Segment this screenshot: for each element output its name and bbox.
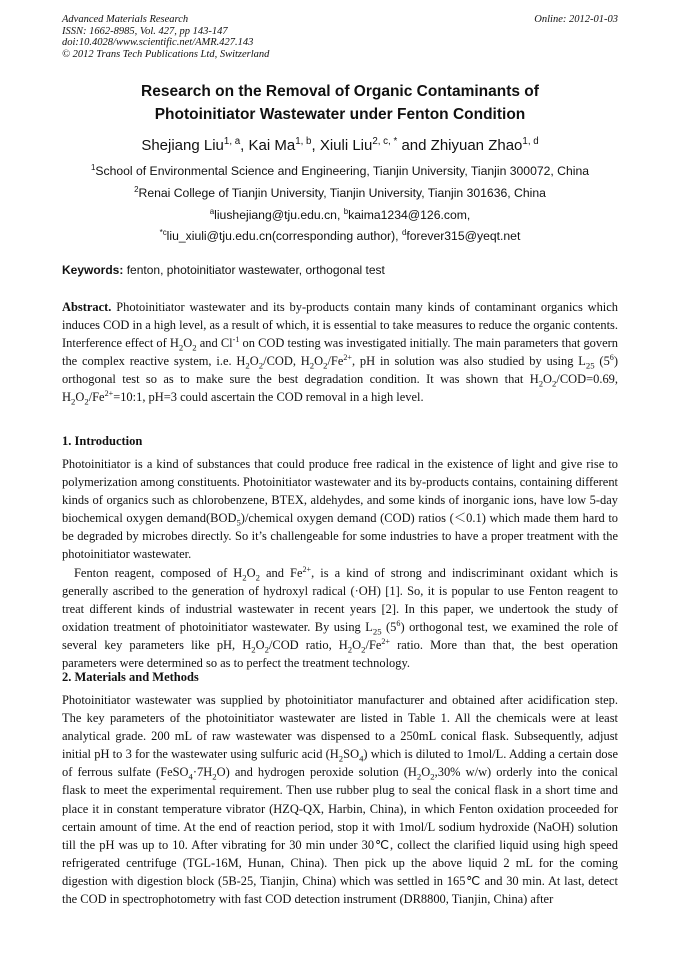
sup: 2+	[302, 564, 312, 574]
keywords-text: fenton, photoinitiator wastewater, orthogonal test	[126, 263, 385, 277]
email-line-2	[62, 229, 618, 243]
sup: 6	[396, 618, 401, 628]
sub: 2	[212, 771, 217, 782]
sub: 2	[192, 342, 197, 353]
sub: 25	[372, 626, 382, 637]
email-sup: b	[343, 206, 349, 216]
abstract-label: Abstract.	[62, 300, 112, 314]
text: Fenton reagent, composed of H	[74, 565, 243, 580]
affiliation-1	[62, 164, 618, 178]
email-link[interactable]: kaima1234@126.com,	[348, 208, 471, 222]
sub: 4	[359, 753, 364, 764]
author-sup: 1, a	[223, 136, 241, 147]
section-heading-introduction: 1. Introduction	[62, 434, 143, 448]
sub: 2	[70, 396, 76, 407]
text: ratio. More than that, the best operation parameters were determined so as to perfect the treatment technology.	[62, 637, 619, 671]
sub: 2	[264, 644, 269, 655]
text: =10:1, pH=3 could ascertain the COD removal in a high level.	[113, 390, 424, 405]
text: ·7H	[192, 765, 213, 780]
email-sup: d	[401, 227, 407, 237]
email-link[interactable]: liu_xiuli@tju.edu.cn(corresponding author),	[166, 229, 399, 243]
title-line-2: Photoinitiator Wastewater under Fenton Condition	[154, 106, 526, 123]
text: O	[246, 565, 256, 580]
text: (5	[594, 354, 610, 369]
sub: 2	[255, 572, 260, 583]
sub: 2	[309, 360, 315, 371]
text: /COD=0.69, H	[62, 372, 618, 405]
text: and Cl	[196, 336, 233, 351]
paper-title	[62, 80, 618, 126]
sup: 2+	[343, 353, 352, 363]
text: ) orthogonal test, we examined the role of several key parameters like pH, H	[62, 619, 619, 652]
sub: 4	[188, 771, 193, 782]
sub: 2	[258, 360, 264, 371]
sub: 2	[178, 342, 184, 353]
sub: 2	[552, 378, 557, 389]
author-name: Xiuli Liu	[319, 137, 373, 154]
methods-body	[62, 691, 618, 908]
sub: 2	[338, 753, 344, 764]
text: on COD testing was investigated initially. The main parameters that govern the complex reactive system, i.e. H	[62, 336, 618, 369]
sub: 2	[430, 771, 435, 782]
sub: 2	[538, 378, 544, 389]
author-name: Kai Ma	[248, 137, 296, 154]
text: /Fe	[327, 354, 344, 369]
text: , is a kind of strong and indiscriminant oxidant which is generally ascribed to the generation of hydroxyl radical (·OH) [1]. So, it is popular to use Fenton reagent to treat different kinds of industrial wastewater in recent years [2]. In this paper, we undertook the study of oxidation treatment of photoinitiator wastewater. By using L	[62, 565, 618, 634]
title-line-1: Research on the Removal of Organic Contaminants of	[141, 83, 539, 100]
aff-text: Renai College of Tianjin University, Tianjin University, Tianjin 301636, China	[138, 186, 546, 200]
text: /Fe	[88, 390, 105, 405]
text: Photoinitiator wastewater was supplied by photoinitiator manufacturer and obtained after acidification step. The key parameters of the photoinitiator wastewater are listed in Table 1. All the chemicals were at least analytical grade. 200 mL of raw wastewater was dispensed to a 250mL conical flask. Subsequently, adjust initial pH to 3 for the wastewater using sulfuric acid (H	[62, 693, 618, 762]
section-heading-methods: 2. Materials and Methods	[62, 670, 199, 684]
author-sup: 2, c, *	[372, 136, 398, 147]
email-link[interactable]: forever315@yeqt.net	[406, 229, 521, 243]
text: O	[75, 390, 85, 405]
text: SO	[343, 747, 360, 762]
text: Photoinitiator wastewater and its by-products contain many kinds of contaminant organics which induces COD in a high level, as a result of which, it is essential to take measures to reduce the organic contents. Interference effect of H	[62, 300, 619, 351]
text: O	[352, 637, 362, 652]
text: /COD ratio, H	[268, 637, 348, 652]
abstract	[62, 298, 618, 407]
sub: 2	[347, 644, 353, 655]
text: and Fe	[259, 565, 303, 580]
author-name: Zhiyuan Zhao	[430, 137, 523, 154]
text: O	[183, 336, 193, 351]
email-line-1	[62, 208, 618, 222]
text: /Fe	[365, 637, 382, 652]
sup: -1	[232, 335, 240, 345]
sub: 2	[242, 572, 247, 583]
sub: 25	[585, 360, 595, 371]
email-sup: a	[209, 206, 215, 216]
text: (5	[381, 619, 397, 634]
text: O	[249, 354, 259, 369]
text: )/chemical oxygen demand (COD) ratios (＜0.1) which made them hard to be degraded by microbes directly. So it’s challengeable for some industries to have a proper treatment with the photoinitiator wastewater.	[62, 511, 618, 562]
author-name: Shejiang Liu	[141, 137, 224, 154]
sub: 2	[245, 360, 250, 371]
author-and: and	[401, 137, 427, 154]
text: Photoinitiator is a kind of substances that could produce free radical in the existence of light and give rise to polymerization among constituents. Photoinitiator wastewater and its by-products contains, containing different kinds of organics such as chlorobenzene, BTEX, aldehydes, and some kinds of inorganic ions, have low 5-day biochemical oxygen demand(BOD	[62, 457, 618, 526]
journal-header	[62, 14, 618, 60]
aff-sup: 2	[134, 184, 139, 194]
author-sup: 1, b	[295, 136, 312, 147]
journal-name: Advanced Materials Research	[62, 14, 189, 25]
affiliation-2	[62, 186, 618, 200]
sup: 2+	[104, 389, 114, 399]
sub: 2	[323, 360, 328, 371]
text: O	[543, 372, 553, 387]
text: , pH in solution was also studied by using L	[351, 354, 586, 369]
email-sup: *c	[159, 227, 167, 237]
aff-text: School of Environmental Science and Engineering, Tianjin University, Tianjin 300072, China	[95, 164, 590, 178]
sub: 2	[361, 644, 366, 655]
sub: 2	[416, 771, 422, 782]
author-list: Shejiang Liu$^{1, a}$, Kai Ma$^{1, b}$, Xiuli Liu$^{2, c, *}$ and Zhiyuan Zhao$^{1, d}$	[141, 136, 539, 154]
keywords-label: Keywords:	[62, 263, 124, 277]
sup: 6	[609, 353, 614, 363]
issn: ISSN: 1662-8985, Vol. 427, pp 143-147	[62, 25, 228, 37]
keywords	[62, 263, 618, 277]
sub: 5	[236, 517, 241, 528]
introduction-body	[62, 455, 618, 672]
doi: doi:10.4028/www.scientific.net/AMR.427.143	[62, 37, 254, 49]
text: ) orthogonal test so as to make sure the best degradation condition. It was shown that H	[62, 354, 618, 387]
sup: 2+	[381, 636, 390, 646]
sub: 2	[251, 644, 256, 655]
email-link[interactable]: liushejiang@tju.edu.cn,	[214, 208, 341, 222]
text: O	[255, 637, 265, 652]
text: ) which is diluted to 1mol/L. Adding a certain dose of ferrous sulfate (FeSO	[62, 747, 619, 780]
text: /COD, H	[263, 354, 310, 369]
sub: 2	[84, 396, 89, 407]
aff-sup: 1	[90, 162, 96, 172]
copyright: © 2012 Trans Tech Publications Ltd, Switzerland	[62, 48, 270, 60]
text: ,30% w/w) orderly into the conical flask to meet the experimental requirement. Then use rubber plug to seal the conical flask in a short time and place it in constant temperature vibrator (HZQ-QX, Harbin, China), in which Fenton oxidation proceeded for certain amount of time. At the end of reaction period, stop it with 1mol/L sodium hydroxide (NaOH) solution till the pH was up to 10. After vibrating for 30 min under 30℃, collect the clarified liquid using high speed refrigerated centrifuge (TGL-16M, Hunan, China). Then pick up the above liquid 2 mL for the coming digestion with digestion block (5B-25, Tianjin, China) which was settled in 165℃ and 30 min. At last, detect the COD in spectrophotometry with fast COD detection instrument (DR8800, Tianjin, China) after	[62, 765, 618, 907]
text: O) and hydrogen peroxide solution (H	[216, 765, 417, 780]
author-sup: 1, d	[522, 136, 539, 147]
text: O	[421, 765, 431, 780]
online-date: Online: 2012-01-03	[534, 14, 618, 25]
text: O	[314, 354, 324, 369]
